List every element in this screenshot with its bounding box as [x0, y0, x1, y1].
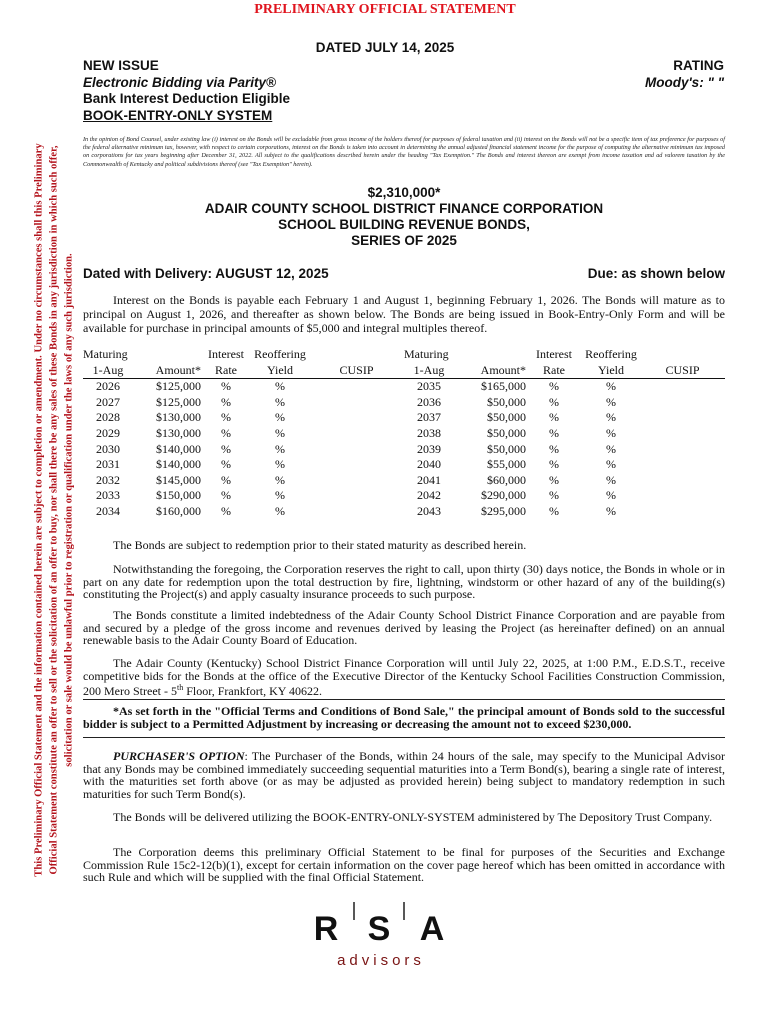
table-cell: %: [221, 441, 231, 456]
header-cell: Amount*: [454, 363, 526, 379]
table-header-top: [83, 347, 725, 363]
divider-bottom: [83, 737, 725, 738]
bid-text-after: Floor, Frankfort, KY 40622.: [183, 684, 322, 699]
table-cell: 2030: [96, 441, 120, 456]
header-cell: [640, 347, 725, 363]
bond-amount: $2,310,000*: [367, 185, 441, 200]
table-cell: %: [549, 394, 559, 409]
table-cell: $295,000: [481, 503, 526, 518]
table-cell: %: [549, 457, 559, 472]
table-cell: %: [549, 379, 559, 394]
table-cell: %: [549, 425, 559, 440]
table-cell: 2027: [96, 394, 120, 409]
header-cell: Yield: [582, 363, 640, 379]
table-cell: 2033: [96, 488, 120, 503]
table-cell: %: [549, 488, 559, 503]
security-paragraph: The Bonds constitute a limited indebtedness of the Adair County School District Finance Corporation and are payable from and secured by a pledge of the gross income and revenues derived by leasing the Project (as hereinafter defined) on an annual renewable basis to the Adair County Board of Education.: [83, 608, 725, 648]
table-cell: %: [606, 425, 616, 440]
table-cell: 2037: [417, 410, 441, 425]
table-cell: [640, 410, 725, 426]
tax-opinion: In the opinion of Bond Counsel, under existing law (i) interest on the Bonds will be excludable from gross income of the holders thereof for purposes of federal taxation and (ii) interest on the Bonds will not be a specific item of tax preference for purposes of the federal alternative minimum tax, however, with respect to certain corporations, interest on the Bonds is taken into account in determining the annual adjusted financial statement income for the purpose of computing the alternative minimum tax imposed on corporations for tax years beginning after December 31, 2022. All subject to the qualifications described herein under the heading "Tax Exemption." The Bonds and interest thereon are exempt from income taxation and ad valorem taxation by the Commonwealth of Kentucky and political subdivisions thereof (see "Tax Exemption" herein).: [83, 136, 725, 168]
table-cell: 2034: [96, 503, 120, 518]
table-cell: %: [275, 394, 285, 409]
issue-book-entry: BOOK-ENTRY-ONLY SYSTEM: [83, 107, 273, 123]
issue-new: NEW ISSUE: [83, 58, 159, 73]
final-statement-paragraph: The Corporation deems this preliminary Official Statement to be final for purposes of the Securities and Exchange Commission Rule 15c2-12(b)(1), except for certain information on the cover page hereof which has been omitted in accordance with such Rule and which will be supplied with the final Official Statement.: [83, 845, 725, 885]
bond-series: SERIES OF 2025: [351, 233, 457, 248]
logo-tagline: advisors: [337, 952, 425, 969]
logo-letter-a: A: [419, 910, 445, 948]
table-cell: $50,000: [487, 425, 526, 440]
table-cell: [309, 488, 404, 504]
side-legend-text: This Preliminary Official Statement and the information contained herein are subject to completion or amendment. Under no circumstances shall this Preliminary Official Statement constitute an offer to sell or the solicitation of an offer to buy, nor shall there be any sales of these Bonds in any jurisdiction in which such offer, solicitation or sale would be unlawful prior to registration or qualification under the laws of any such jurisdiction.: [33, 143, 75, 877]
issue-block: [83, 58, 290, 124]
table-row: [83, 379, 725, 395]
side-legend: [24, 130, 84, 890]
table-cell: 2038: [417, 425, 441, 440]
header-cell: Maturing: [404, 347, 449, 361]
table-cell: $50,000: [487, 394, 526, 409]
table-cell: %: [275, 472, 285, 487]
table-cell: $50,000: [487, 441, 526, 456]
header-cell: Rate: [201, 363, 251, 379]
table-cell: [309, 410, 404, 426]
table-cell: %: [275, 457, 285, 472]
table-row: [83, 457, 725, 473]
table-cell: [309, 426, 404, 442]
table-cell: 2035: [417, 379, 441, 394]
table-cell: 2043: [417, 503, 441, 518]
table-cell: $150,000: [156, 488, 201, 503]
rsa-advisors-logo: [300, 900, 470, 970]
header-cell: Interest: [536, 347, 572, 361]
maturity-table: [83, 347, 725, 520]
bond-type: SCHOOL BUILDING REVENUE BONDS,: [278, 217, 530, 232]
table-cell: [309, 473, 404, 489]
dated-delivery: Dated with Delivery: AUGUST 12, 2025: [83, 266, 329, 281]
table-row: [83, 488, 725, 504]
table-cell: $130,000: [156, 410, 201, 425]
table-cell: %: [606, 441, 616, 456]
table-cell: %: [606, 457, 616, 472]
table-cell: [640, 442, 725, 458]
table-row: [83, 410, 725, 426]
table-cell: 2028: [96, 410, 120, 425]
table-cell: $140,000: [156, 457, 201, 472]
dated-row: [83, 266, 725, 281]
table-cell: %: [221, 503, 231, 518]
header-cell: Rate: [526, 363, 582, 379]
table-cell: [640, 379, 725, 395]
table-cell: %: [275, 488, 285, 503]
due-date: Due: as shown below: [587, 266, 725, 281]
table-cell: 2036: [417, 394, 441, 409]
rating-label: RATING: [673, 58, 724, 73]
table-cell: 2040: [417, 457, 441, 472]
issue-bank-interest: Bank Interest Deduction Eligible: [83, 91, 291, 106]
purchaser-option-heading: PURCHASER'S OPTION: [113, 749, 245, 763]
table-cell: $140,000: [156, 441, 201, 456]
header-cell: 1-Aug: [83, 363, 133, 379]
header-cell: Interest: [208, 347, 244, 361]
table-cell: $55,000: [487, 457, 526, 472]
table-cell: %: [606, 472, 616, 487]
table-cell: %: [221, 457, 231, 472]
table-cell: $50,000: [487, 410, 526, 425]
issue-electronic-bidding: Electronic Bidding via Parity®: [83, 74, 276, 90]
statement-date: DATED JULY 14, 2025: [315, 40, 455, 55]
bond-issuer: ADAIR COUNTY SCHOOL DISTRICT FINANCE CORPORATION: [204, 201, 604, 216]
table-cell: 2031: [96, 457, 120, 472]
table-cell: %: [275, 425, 285, 440]
table-cell: %: [221, 425, 231, 440]
table-cell: %: [275, 379, 285, 394]
table-cell: [309, 379, 404, 395]
table-cell: $145,000: [156, 472, 201, 487]
rating-value: Moody's: " ": [644, 74, 724, 90]
table-cell: %: [549, 410, 559, 425]
table-cell: [309, 395, 404, 411]
table-cell: 2041: [417, 472, 441, 487]
table-cell: %: [275, 410, 285, 425]
table-cell: %: [606, 410, 616, 425]
table-cell: %: [549, 472, 559, 487]
table-cell: $125,000: [156, 394, 201, 409]
bond-title: [83, 185, 725, 249]
book-entry-paragraph: The Bonds will be delivered utilizing the BOOK-ENTRY-ONLY-SYSTEM administered by The Depository Trust Company.: [113, 810, 713, 824]
table-cell: [640, 504, 725, 520]
table-cell: 2032: [96, 472, 120, 487]
table-cell: %: [549, 441, 559, 456]
header-cell: [309, 347, 404, 363]
table-cell: %: [275, 503, 285, 518]
sale-terms-paragraph: *As set forth in the "Official Terms and Conditions of Bond Sale," the principal amount of Bonds sold to the successful bidder is subject to a Permitted Adjustment by increasing or decreasing the amount not to exceed $230,000.: [83, 704, 725, 731]
purchaser-option-paragraph: [83, 750, 725, 800]
table-cell: %: [221, 410, 231, 425]
table-cell: [640, 395, 725, 411]
table-cell: $160,000: [156, 503, 201, 518]
purchaser-option-text: : The Purchaser of the Bonds, within 24 hours of the sale, may specify to the Municipal Advisor that any Bonds may be combined immediately succeeding sequential maturities into a Term Bond(s), bearing a single rate of interest, with the maturities set forth above (or as may be adjusted as provided herein) being subject to mandatory redemption in such maturities for such Term Bond(s).: [83, 749, 726, 801]
table-cell: %: [549, 503, 559, 518]
table-cell: %: [275, 441, 285, 456]
header-cell: 1-Aug: [404, 363, 454, 379]
bid-paragraph: [83, 657, 725, 698]
table-cell: [309, 457, 404, 473]
table-cell: [640, 473, 725, 489]
table-row: [83, 395, 725, 411]
header-cell: Amount*: [133, 363, 201, 379]
table-cell: [309, 504, 404, 520]
table-cell: $130,000: [156, 425, 201, 440]
bid-text-before: The Adair County (Kentucky) School District Finance Corporation will until July 22, 2025, at 1:00 P.M., E.D.S.T., receive competitive bids for the Bonds at the office of the Executive Director of the Kentucky School Facilities Construction Commission, 200 Mero Street - 5: [83, 656, 725, 699]
preliminary-banner: PRELIMINARY OFFICIAL STATEMENT: [254, 2, 516, 17]
table-cell: [640, 488, 725, 504]
rsa-logo-graphic: [300, 900, 470, 970]
table-row: [83, 504, 725, 520]
table-header-bottom: [83, 363, 725, 379]
bid-floor-suffix: th: [176, 683, 184, 693]
table-cell: $290,000: [481, 488, 526, 503]
header-cell: [454, 347, 526, 363]
table-cell: %: [221, 472, 231, 487]
header-cell: Reoffering: [585, 347, 637, 361]
table-cell: [640, 426, 725, 442]
table-cell: [640, 457, 725, 473]
table-cell: $125,000: [156, 379, 201, 394]
table-cell: %: [606, 394, 616, 409]
table-cell: 2026: [96, 379, 120, 394]
table-cell: %: [606, 503, 616, 518]
table-cell: $165,000: [481, 379, 526, 394]
rating-block: [645, 58, 724, 91]
header-cell: Reoffering: [254, 347, 306, 361]
logo-letter-r: R: [313, 910, 339, 948]
header-cell: CUSIP: [309, 363, 404, 379]
table-row: [83, 442, 725, 458]
table-cell: %: [221, 488, 231, 503]
table-row: [83, 473, 725, 489]
header-cell: Yield: [251, 363, 309, 379]
header-cell: [133, 347, 201, 363]
table-cell: %: [221, 379, 231, 394]
table-cell: [309, 442, 404, 458]
divider-top: [83, 699, 725, 700]
casualty-redemption-paragraph: Notwithstanding the foregoing, the Corporation reserves the right to call, upon thirty (30) days notice, the Bonds in whole or in part on any date for redemption upon the total destruction by fire, lightning, windstorm or other hazard of any of the building(s) constituting the Project(s) and apply casualty insurance proceeds to such purpose.: [83, 562, 725, 602]
table-cell: $60,000: [487, 472, 526, 487]
table-cell: 2029: [96, 425, 120, 440]
header-cell: Maturing: [83, 347, 128, 361]
table-cell: 2039: [417, 441, 441, 456]
table-row: [83, 426, 725, 442]
logo-letter-s: S: [367, 910, 391, 948]
table-cell: 2042: [417, 488, 441, 503]
table-cell: %: [606, 488, 616, 503]
header-cell: CUSIP: [640, 363, 725, 379]
table-cell: %: [606, 379, 616, 394]
redemption-paragraph: The Bonds are subject to redemption prior to their stated maturity as described herein.: [113, 538, 527, 552]
table-body: [83, 379, 725, 520]
table-cell: %: [221, 394, 231, 409]
interest-paragraph: Interest on the Bonds is payable each February 1 and August 1, beginning February 1, 2026. The Bonds will mature as to principal on August 1, 2026, and thereafter as shown below. The Bonds are being issued in Book-Entry-Only Form and will be available for purchase in principal amounts of $5,000 and integral multiples thereof.: [83, 293, 725, 335]
